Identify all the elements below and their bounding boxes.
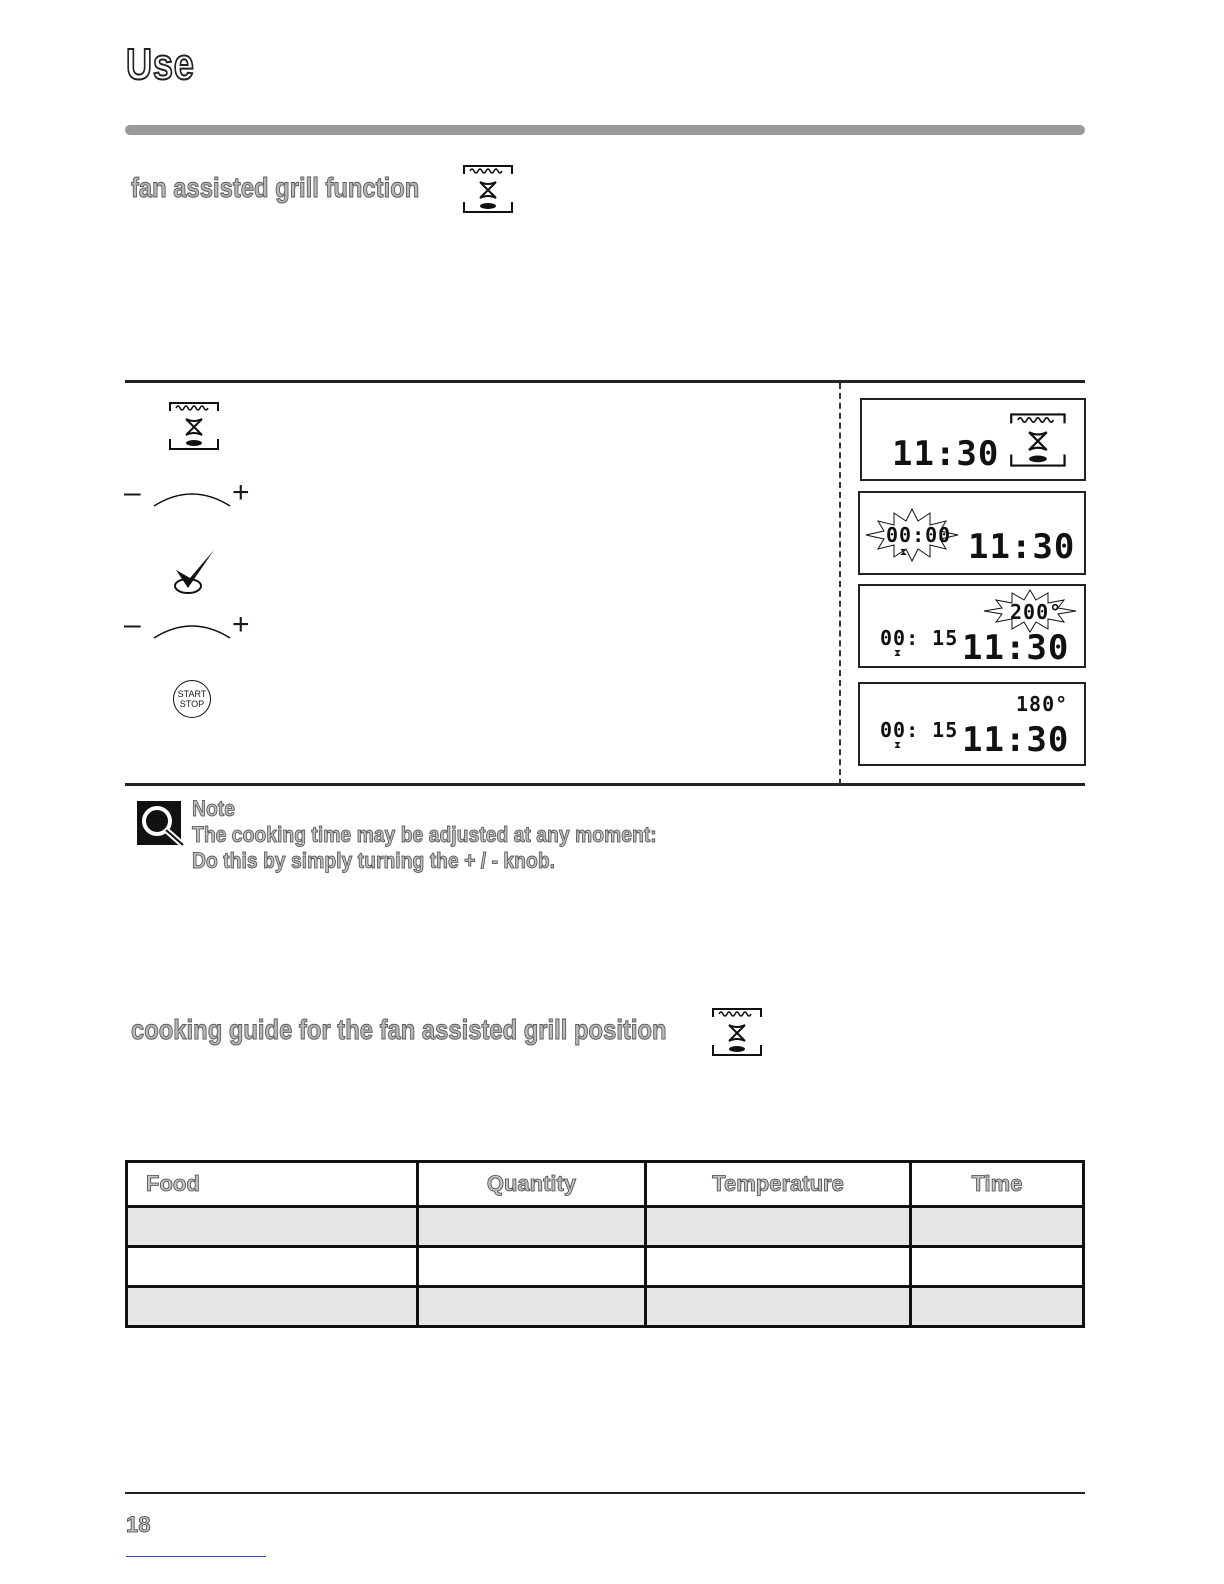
temperature-readout: 200°	[1010, 600, 1063, 624]
footer-rule	[125, 1492, 1085, 1494]
table-row	[127, 1247, 1084, 1287]
page-title: Use	[126, 40, 195, 89]
steps-divider-dashed	[839, 383, 841, 785]
display-step-4	[858, 682, 1086, 766]
display-step-3	[858, 584, 1086, 668]
hourglass-icon: ⧗	[894, 648, 902, 659]
checkmark-icon	[170, 548, 220, 596]
plus-sign: +	[232, 476, 250, 509]
note-title: Note	[192, 796, 236, 821]
display-step-1	[860, 398, 1086, 481]
minus-sign: –	[124, 476, 141, 509]
clock-readout: 11:30	[962, 720, 1070, 760]
header-time: Time	[911, 1162, 1084, 1207]
steps-top-rule	[125, 380, 1085, 383]
magnifier-note-icon	[137, 801, 187, 847]
plus-sign: +	[232, 608, 250, 641]
temperature-readout: 180°	[1016, 692, 1069, 716]
note-line-1: The cooking time may be adjusted at any moment:	[192, 822, 657, 847]
header-food: Food	[127, 1162, 418, 1207]
fan-grill-icon	[711, 1005, 765, 1059]
clock-readout: 11:30	[962, 628, 1070, 668]
section-heading-cooking-guide: cooking guide for the fan assisted grill position	[131, 1014, 667, 1045]
header-temperature: Temperature	[646, 1162, 911, 1207]
hourglass-icon: ⧗	[900, 547, 908, 558]
footer-link-underline[interactable]	[126, 1556, 266, 1557]
hourglass-icon: ⧗	[894, 740, 902, 751]
timer-readout: 00: 15	[880, 626, 959, 650]
table-header-row	[127, 1162, 1084, 1207]
minus-plus-knob-icon	[124, 478, 264, 518]
display-step-2	[858, 491, 1086, 575]
steps-bottom-rule	[125, 783, 1085, 786]
clock-readout: 11:30	[968, 527, 1076, 567]
title-divider-bar	[125, 125, 1085, 135]
fan-grill-icon	[168, 399, 222, 453]
minus-sign: –	[124, 608, 141, 641]
page-number: 18	[126, 1512, 151, 1537]
table-row	[127, 1207, 1084, 1247]
minus-plus-knob-icon	[124, 610, 264, 650]
cooking-guide-table	[125, 1160, 1085, 1328]
fan-grill-icon	[462, 162, 516, 216]
timer-readout: 00: 15	[880, 718, 959, 742]
section-heading-fan-grill: fan assisted grill function	[131, 172, 420, 203]
fan-grill-icon	[1006, 410, 1072, 470]
timer-readout: 00:00	[886, 523, 952, 547]
clock-readout: 11:30	[892, 434, 1000, 474]
note-line-2: Do this by simply turning the + / - knob.	[192, 848, 556, 873]
header-quantity: Quantity	[418, 1162, 646, 1207]
table-row	[127, 1287, 1084, 1327]
start-stop-button-icon: START STOP	[173, 680, 211, 718]
